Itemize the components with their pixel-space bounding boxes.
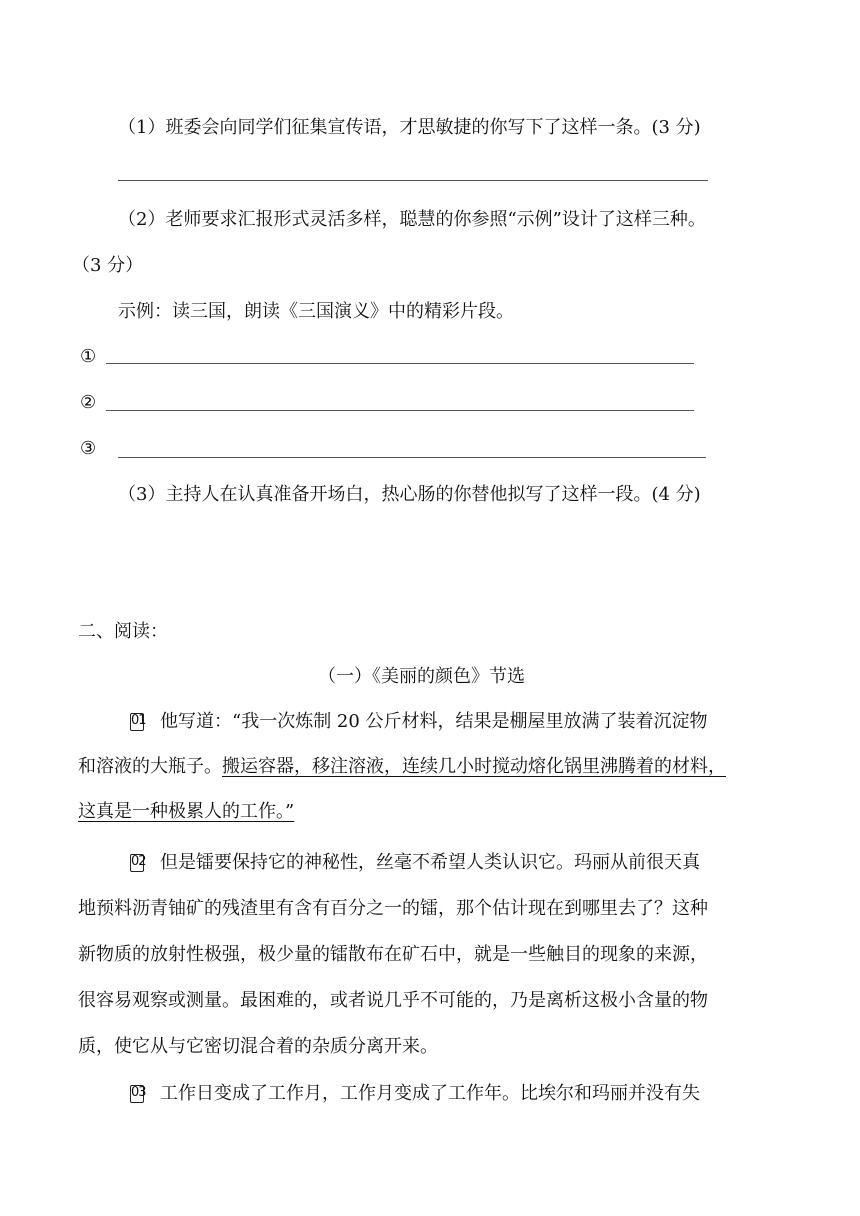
answer-line-q2-3[interactable] <box>118 457 706 458</box>
section-heading: 二、阅读： <box>78 621 168 642</box>
question-3: （3）主持人在认真准备开场白，热心肠的你替他拟写了这样一段。(4 分) <box>118 484 701 505</box>
paragraph-3-line-1: 03 工作日变成了工作月，工作月变成了工作年。比埃尔和玛丽并没有失 <box>131 1083 700 1104</box>
answer-line-q1[interactable] <box>118 180 708 181</box>
question-2-line-1: （2）老师要求汇报形式灵活多样，聪慧的你参照“示例”设计了这样三种。 <box>118 209 706 230</box>
underlined-text-2: 这真是一种极累人的工作。” <box>78 801 295 822</box>
paragraph-2-line-1: 02 但是镭要保持它的神秘性，丝毫不希望人类认识它。玛丽从前很天真 <box>131 852 700 873</box>
paragraph-2-line-2: 地预料沥青铀矿的残渣里有含有百分之一的镭，那个估计现在到哪里去了？这种 <box>78 898 708 919</box>
question-1: （1）班委会向同学们征集宣传语，才思敏捷的你写下了这样一条。(3 分) <box>118 117 701 138</box>
paragraph-number-1: 01 <box>131 713 146 728</box>
answer-line-q2-2[interactable] <box>106 410 694 411</box>
paragraph-1-line-2: 和溶液的大瓶子。搬运容器，移注溶液，连续几小时搅动熔化锅里沸腾着的材料， <box>78 756 726 777</box>
passage-title: （一）《美丽的颜色》节选 <box>318 666 525 687</box>
answer-marker-3: ③ <box>80 438 97 459</box>
paragraph-1-line-1: 01 他写道：“我一次炼制 20 公斤材料，结果是棚屋里放满了装着沉淀物 <box>131 711 708 732</box>
paragraph-2-line-4: 很容易观察或测量。最困难的，或者说几乎不可能的，乃是离析这极小含量的物 <box>78 990 708 1011</box>
answer-marker-2: ② <box>80 392 97 413</box>
answer-line-q2-1[interactable] <box>106 363 694 364</box>
paragraph-number-2: 02 <box>131 854 146 869</box>
paragraph-number-3: 03 <box>131 1085 146 1100</box>
paragraph-2-line-5: 质，使它从与它密切混合着的杂质分离开来。 <box>78 1036 438 1057</box>
question-2-line-2: （3 分） <box>72 255 144 276</box>
question-2-example: 示例：读三国，朗读《三国演义》中的精彩片段。 <box>118 301 514 322</box>
paragraph-2-line-3: 新物质的放射性极强，极少量的镭散布在矿石中，就是一些触目的现象的来源， <box>78 944 708 965</box>
underlined-text-1: 搬运容器，移注溶液，连续几小时搅动熔化锅里沸腾着的材料， <box>222 756 726 777</box>
answer-marker-1: ① <box>80 346 97 367</box>
paragraph-1-line-3 <box>78 800 294 824</box>
